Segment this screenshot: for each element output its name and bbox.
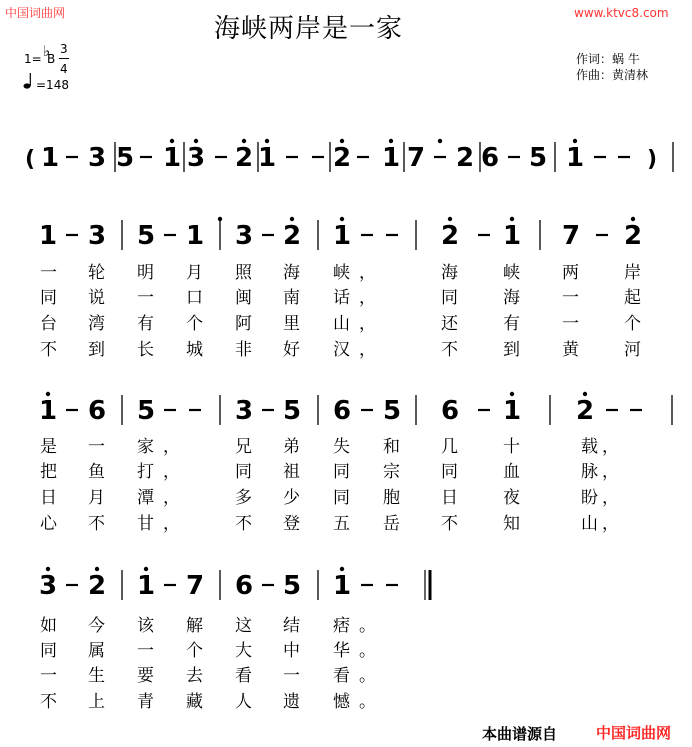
lyric-char: 家 — [137, 437, 154, 457]
lyric-char: 把 — [40, 462, 57, 482]
lyric-char: 属 — [88, 641, 105, 661]
footer-source-label: 本曲谱源自 — [482, 725, 558, 743]
lyric-char: 结 — [283, 616, 300, 636]
lyric-char: ， — [602, 514, 619, 534]
lyric-char: 如 — [40, 616, 57, 636]
lyric-char: 还 — [441, 314, 458, 334]
lyric-char: 个 — [186, 314, 203, 334]
intro-note: 2 — [234, 143, 254, 173]
time-signature-bottom: 4 — [60, 62, 68, 76]
lyric-char: 今 — [88, 616, 105, 636]
score-note: 2 — [575, 396, 595, 426]
score-note: 5 — [136, 396, 156, 426]
score-note: 6 — [332, 396, 352, 426]
lyric-char: 青 — [137, 692, 154, 712]
intro-note: ( — [24, 147, 36, 172]
lyric-char: 痞 — [333, 616, 350, 636]
lyric-char: 多 — [235, 488, 252, 508]
lyric-char: 有 — [137, 314, 154, 334]
lyric-char: 岸 — [624, 263, 641, 283]
intro-note: 1 — [40, 143, 60, 173]
score-note: 6 — [87, 396, 107, 426]
lyric-char: 知 — [503, 514, 520, 534]
octave-dot — [340, 217, 344, 221]
lyric-char: ， — [359, 314, 376, 334]
lyric-char: 和 — [383, 437, 400, 457]
lyric-char: 非 — [235, 340, 252, 360]
lyric-char: 不 — [88, 514, 105, 534]
lyric-char: 鱼 — [88, 462, 105, 482]
octave-dot — [510, 392, 514, 396]
score-note: 7 — [561, 221, 581, 251]
lyric-char: 河 — [624, 340, 641, 360]
lyric-char: ， — [359, 340, 376, 360]
composer-credit: 作曲：黄清林 — [576, 68, 649, 82]
lyric-char: 心 — [40, 514, 57, 534]
song-title: 海峡两岸是一家 — [214, 14, 404, 44]
octave-dot — [631, 217, 635, 221]
score-note: 2 — [282, 221, 302, 251]
lyric-char: 不 — [235, 514, 252, 534]
lyric-char: ， — [359, 263, 376, 283]
octave-dot — [573, 139, 577, 143]
lyric-char: 兄 — [235, 437, 252, 457]
site-url-right: www.ktvc8.com — [574, 6, 669, 20]
lyric-char: 一 — [283, 666, 300, 686]
lyric-char: 峡 — [333, 263, 350, 283]
lyric-char: 一 — [88, 437, 105, 457]
lyric-char: 同 — [40, 641, 57, 661]
lyric-char: 该 — [137, 616, 154, 636]
lyric-char: 有 — [503, 314, 520, 334]
intro-note: 5 — [528, 143, 548, 173]
lyric-char: 两 — [562, 263, 579, 283]
octave-dot — [194, 139, 198, 143]
lyric-char: 明 — [137, 263, 154, 283]
octave-dot — [46, 567, 50, 571]
lyric-char: 打 — [137, 462, 154, 482]
lyric-char: ， — [602, 462, 619, 482]
flat-symbol: ♭ — [43, 42, 51, 60]
intro-note: 3 — [87, 143, 107, 173]
intro-note: 1 — [257, 143, 277, 173]
lyric-char: 弟 — [283, 437, 300, 457]
octave-dot — [144, 567, 148, 571]
lyric-char: 一 — [40, 666, 57, 686]
score-note: 2 — [440, 221, 460, 251]
lyric-char: 月 — [88, 488, 105, 508]
intro-note: 5 — [115, 143, 135, 173]
lyric-char: 山 — [581, 514, 598, 534]
lyric-char: 看 — [235, 666, 252, 686]
lyric-char: 话 — [333, 288, 350, 308]
time-signature-top: 3 — [60, 42, 68, 56]
intro-note: 7 — [406, 143, 426, 173]
lyric-char: ， — [163, 488, 180, 508]
intro-note: 1 — [381, 143, 401, 173]
lyric-char: 台 — [40, 314, 57, 334]
lyric-char: 个 — [186, 641, 203, 661]
lyric-char: 轮 — [88, 263, 105, 283]
intro-note: 1 — [162, 143, 182, 173]
lyric-char: 华 — [333, 641, 350, 661]
lyric-char: ， — [163, 462, 180, 482]
lyric-char: 血 — [503, 462, 520, 482]
lyric-char: 遗 — [283, 692, 300, 712]
lyric-char: 中 — [283, 641, 300, 661]
lyric-char: 海 — [503, 288, 520, 308]
octave-dot — [170, 139, 174, 143]
lyric-char: 甘 — [137, 514, 154, 534]
lyric-char: 上 — [88, 692, 105, 712]
lyric-char: ， — [163, 514, 180, 534]
lyric-char: 憾 — [333, 692, 350, 712]
score-note: 1 — [332, 221, 352, 251]
score-note: 1 — [332, 571, 352, 601]
lyric-char: 十 — [503, 437, 520, 457]
lyric-char: 夜 — [503, 488, 520, 508]
lyric-char: 这 — [235, 616, 252, 636]
lyric-char: 。 — [359, 641, 376, 661]
lyric-char: 同 — [40, 288, 57, 308]
lyric-char: 到 — [503, 340, 520, 360]
lyric-char: 一 — [40, 263, 57, 283]
lyric-char: 同 — [333, 488, 350, 508]
lyric-char: 一 — [137, 641, 154, 661]
footer-source-site: 中国词曲网 — [596, 724, 672, 742]
lyric-char: 生 — [88, 666, 105, 686]
octave-dot — [448, 217, 452, 221]
score-note: 3 — [234, 221, 254, 251]
lyric-char: 长 — [137, 340, 154, 360]
intro-note: ) — [646, 147, 658, 172]
lyric-char: 峡 — [503, 263, 520, 283]
score-note: 5 — [136, 221, 156, 251]
octave-dot — [46, 392, 50, 396]
score-note: 6 — [440, 396, 460, 426]
lyric-char: 几 — [441, 437, 458, 457]
lyric-char: 城 — [186, 340, 203, 360]
lyric-char: 不 — [441, 340, 458, 360]
octave-dot — [438, 139, 442, 143]
lyric-char: 个 — [624, 314, 641, 334]
lyric-char: 看 — [333, 666, 350, 686]
lyric-char: 脉 — [581, 462, 598, 482]
score-note: 7 — [185, 571, 205, 601]
lyric-char: 要 — [137, 666, 154, 686]
lyric-char: 一 — [562, 314, 579, 334]
score-note: 5 — [282, 396, 302, 426]
lyric-char: 载 — [581, 437, 598, 457]
lyric-char: 人 — [235, 692, 252, 712]
intro-note: 1 — [565, 143, 585, 173]
score-note: 1 — [502, 221, 522, 251]
lyric-char: 海 — [283, 263, 300, 283]
lyric-char: 同 — [235, 462, 252, 482]
octave-dot — [290, 217, 294, 221]
intro-note: 3 — [186, 143, 206, 173]
lyric-char: ， — [602, 488, 619, 508]
lyricist-credit: 作词：蜗 牛 — [576, 52, 640, 66]
score-note: 6 — [234, 571, 254, 601]
lyric-char: 好 — [283, 340, 300, 360]
score-note: 3 — [87, 221, 107, 251]
lyric-char: 解 — [186, 616, 203, 636]
score-note: 3 — [234, 396, 254, 426]
lyric-char: ， — [602, 437, 619, 457]
lyric-char: 不 — [40, 340, 57, 360]
lyric-char: 失 — [333, 437, 350, 457]
lyric-char: 照 — [235, 263, 252, 283]
octave-dot — [340, 567, 344, 571]
lyric-char: 海 — [441, 263, 458, 283]
octave-dot — [340, 139, 344, 143]
lyric-char: 说 — [88, 288, 105, 308]
lyric-char: 。 — [359, 692, 376, 712]
lyric-char: 宗 — [383, 462, 400, 482]
score-note: 1 — [38, 396, 58, 426]
lyric-char: 日 — [40, 488, 57, 508]
site-logo-left: 中国词曲网 — [5, 6, 66, 20]
lyric-char: 。 — [359, 666, 376, 686]
lyric-char: 闽 — [235, 288, 252, 308]
intro-note: 2 — [455, 143, 475, 173]
score-note: 3 — [38, 571, 58, 601]
score-note: 1 — [38, 221, 58, 251]
octave-dot — [218, 217, 222, 221]
octave-dot — [265, 139, 269, 143]
lyric-char: 不 — [40, 692, 57, 712]
lyric-char: 盼 — [581, 488, 598, 508]
lyric-char: 阿 — [235, 314, 252, 334]
lyric-char: 汉 — [333, 340, 350, 360]
lyric-char: 山 — [333, 314, 350, 334]
lyric-char: 藏 — [186, 692, 203, 712]
lyric-char: 祖 — [283, 462, 300, 482]
lyric-char: 日 — [441, 488, 458, 508]
lyric-char: 登 — [283, 514, 300, 534]
score-note: 2 — [623, 221, 643, 251]
lyric-char: 口 — [186, 288, 203, 308]
lyric-char: 月 — [186, 263, 203, 283]
octave-dot — [583, 392, 587, 396]
octave-dot — [510, 217, 514, 221]
lyric-char: 是 — [40, 437, 57, 457]
lyric-char: 少 — [283, 488, 300, 508]
lyric-char: 黄 — [562, 340, 579, 360]
key-signature-prefix: 1= — [24, 52, 42, 66]
score-note: 5 — [382, 396, 402, 426]
lyric-char: 岳 — [383, 514, 400, 534]
score-note: 2 — [87, 571, 107, 601]
lyric-char: ， — [163, 437, 180, 457]
lyric-char: 胞 — [383, 488, 400, 508]
intro-note: 2 — [332, 143, 352, 173]
lyric-char: 大 — [235, 641, 252, 661]
lyric-char: 去 — [186, 666, 203, 686]
key-letter: B — [47, 52, 56, 66]
lyric-char: 。 — [359, 616, 376, 636]
intro-note: 6 — [480, 143, 500, 173]
octave-dot — [95, 567, 99, 571]
tempo-value: =148 — [36, 78, 69, 92]
lyric-char: 一 — [562, 288, 579, 308]
lyric-char: 南 — [283, 288, 300, 308]
octave-dot — [389, 139, 393, 143]
score-note: 1 — [185, 221, 205, 251]
score-note: 1 — [502, 396, 522, 426]
lyric-char: 同 — [333, 462, 350, 482]
lyric-char: 到 — [88, 340, 105, 360]
lyric-char: 一 — [137, 288, 154, 308]
lyric-char: 同 — [441, 462, 458, 482]
lyric-char: 湾 — [88, 314, 105, 334]
lyric-char: 起 — [624, 288, 641, 308]
lyric-char: 里 — [283, 314, 300, 334]
score-note: 5 — [282, 571, 302, 601]
lyric-char: 潭 — [137, 488, 154, 508]
lyric-char: 同 — [441, 288, 458, 308]
score-note: 1 — [136, 571, 156, 601]
octave-dot — [242, 139, 246, 143]
lyric-char: 五 — [333, 514, 350, 534]
lyric-char: ， — [359, 288, 376, 308]
lyric-char: 不 — [441, 514, 458, 534]
